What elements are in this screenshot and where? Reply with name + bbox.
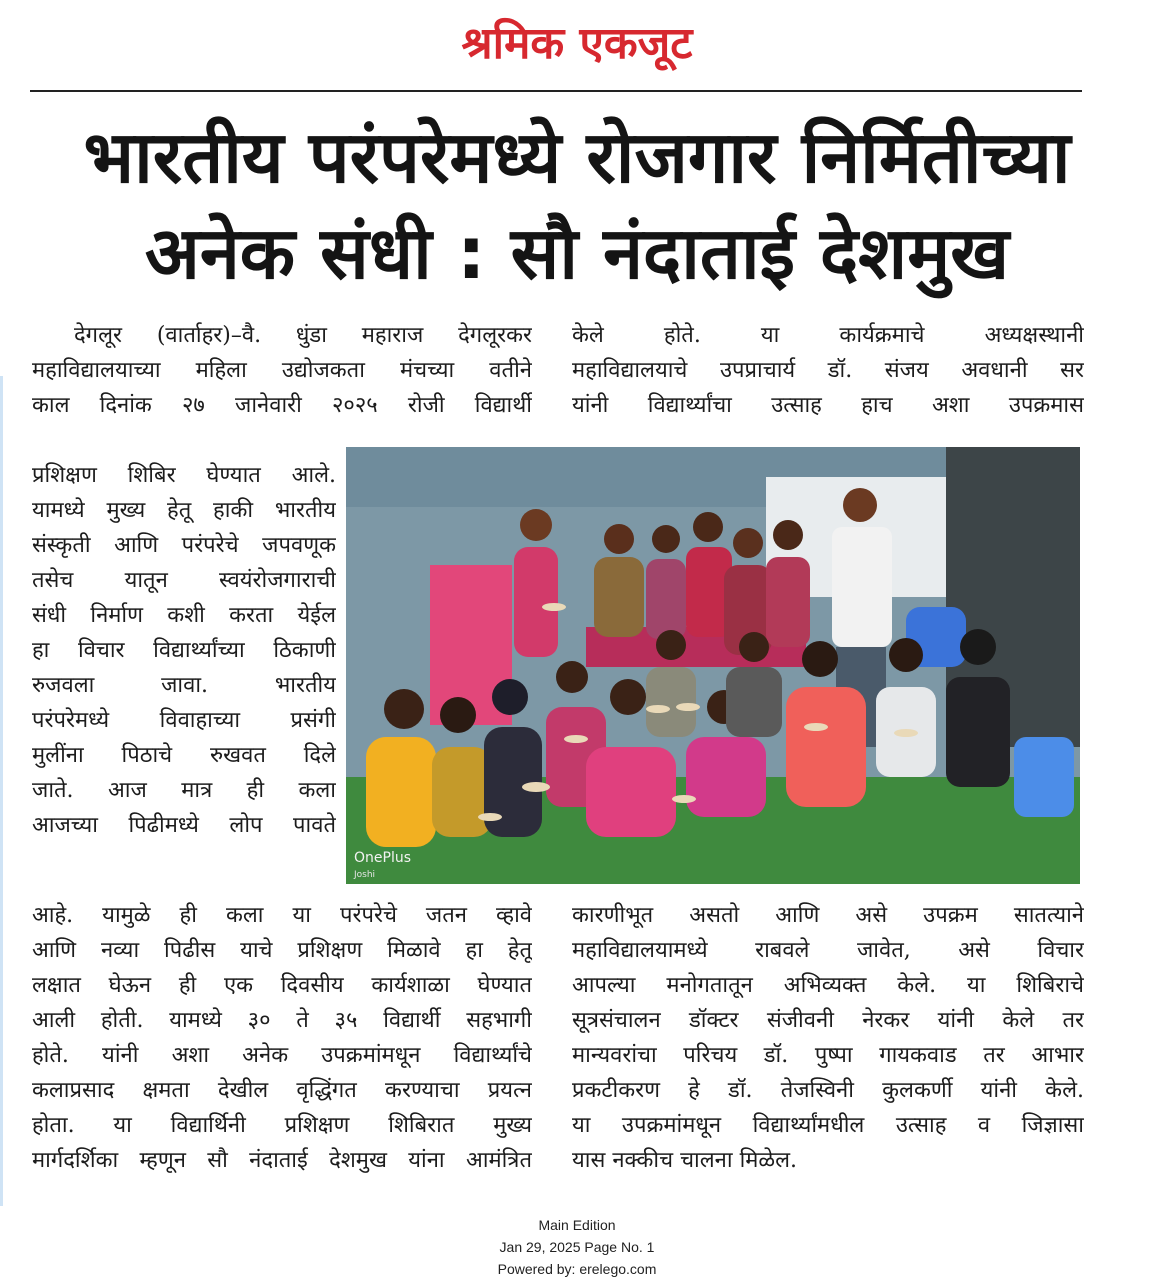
article-line: आहे. यामुळे ही कला या परंपरेचे जतन व्हावे bbox=[32, 903, 532, 928]
article-line: कारणीभूत असतो आणि असे उपक्रम सातत्याने bbox=[572, 903, 1084, 928]
article-line: यांनी विद्यार्थ्यांचा उत्साह हाच अशा उपक्रमास bbox=[572, 393, 1084, 418]
article-column-right-bottom bbox=[572, 898, 1084, 1178]
article-line: प्रशिक्षण शिबिर घेण्यात आले. bbox=[32, 463, 336, 488]
article-line: सूत्रसंचालन डॉक्टर संजीवनी नेरकर यांनी केले तर bbox=[572, 1008, 1084, 1033]
article-line: मान्यवरांचा परिचय डॉ. पुष्पा गायकवाड तर आभार bbox=[572, 1043, 1084, 1068]
page-edge-bar bbox=[0, 376, 3, 1206]
article-line: यामध्ये मुख्य हेतू हाकी भारतीय bbox=[32, 498, 336, 523]
article-line: कलाप्रसाद क्षमता देखील वृद्धिंगत करण्याचा प्रयत्न bbox=[32, 1078, 532, 1103]
article-line: जाते. आज मात्र ही कला bbox=[32, 778, 336, 803]
article-line: होते. यांनी अशा अनेक उपक्रमांमधून विद्यार्थ्यांचे bbox=[32, 1043, 532, 1068]
headline-line-1: भारतीय परंपरेमध्ये रोजगार निर्मितीच्या bbox=[83, 115, 1071, 199]
article-line: संधी निर्माण कशी करता येईल bbox=[32, 603, 336, 628]
article-line: आणि नव्या पिढीस याचे प्रशिक्षण मिळावे हा हेतू bbox=[32, 938, 532, 963]
article-line: मुलींना पिठाचे रुखवत दिले bbox=[32, 743, 336, 768]
article-line: महाविद्यालयाच्या महिला उद्योजकता मंचच्या वतीने bbox=[32, 358, 532, 383]
masthead-rule bbox=[30, 90, 1082, 92]
article-line: लक्षात घेऊन ही एक दिवसीय कार्यशाळा घेण्यात bbox=[32, 973, 532, 998]
article-column-left-bottom bbox=[32, 898, 532, 1178]
article-line: आली होती. यामध्ये ३० ते ३५ विद्यार्थी सहभागी bbox=[32, 1008, 532, 1033]
footer-edition: Main Edition bbox=[538, 1217, 616, 1233]
article-line: मार्गदर्शिका म्हणून सौ नंदाताई देशमुख यांना आमंत्रित bbox=[32, 1148, 532, 1173]
article-line: देगलूर (वार्ताहर)–वै. धुंडा महाराज देगलूरकर bbox=[74, 323, 532, 348]
article-line: संस्कृती आणि परंपरेचे जपवणूक bbox=[32, 533, 336, 558]
article-line: परंपरेमध्ये विवाहाच्या प्रसंगी bbox=[32, 708, 336, 733]
article-line: प्रकटीकरण हे डॉ. तेजस्विनी कुलकर्णी यांनी केले. bbox=[572, 1078, 1084, 1103]
article-column-left-top bbox=[32, 318, 532, 423]
article-line: काल दिनांक २७ जानेवारी २०२५ रोजी विद्यार्थी bbox=[32, 393, 532, 418]
camera-watermark: OnePlus bbox=[354, 850, 412, 866]
masthead-title: श्रमिक एकजूट bbox=[461, 18, 693, 69]
article-line: होता. या विद्यार्थिनी प्रशिक्षण शिबिरात मुख्य bbox=[32, 1113, 532, 1138]
article-line: रुजवला जावा. भारतीय bbox=[32, 673, 336, 698]
footer-powered-by[interactable]: Powered by: erelego.com bbox=[497, 1261, 657, 1277]
article-line: केले होते. या कार्यक्रमाचे अध्यक्षस्थानी bbox=[572, 323, 1084, 348]
footer-date-page: Jan 29, 2025 Page No. 1 bbox=[499, 1239, 655, 1255]
article-line: महाविद्यालयाचे उपप्राचार्य डॉ. संजय अवधानी सर bbox=[572, 358, 1084, 383]
article-line: आजच्या पिढीमध्ये लोप पावते bbox=[32, 813, 336, 838]
group-photo-illustration bbox=[346, 447, 1080, 884]
camera-watermark-sub: Joshi bbox=[354, 870, 376, 880]
article-line: आपल्या मनोगतातून अभिव्यक्त केले. या शिबिराचे bbox=[572, 973, 1084, 998]
article-line: या उपक्रमांमधून विद्यार्थ्यांमधील उत्साह व जिज्ञासा bbox=[572, 1113, 1084, 1138]
article-column-left-middle bbox=[32, 458, 336, 843]
news-photo bbox=[346, 447, 1080, 884]
article-line: हा विचार विद्यार्थ्यांच्या ठिकाणी bbox=[32, 638, 336, 663]
article-column-right-top bbox=[572, 318, 1084, 423]
headline-line-2: अनेक संधी : सौ नंदाताई देशमुख bbox=[144, 211, 1010, 295]
article-line: महाविद्यालयामध्ये राबवले जावेत, असे विचार bbox=[572, 938, 1084, 963]
article-line: तसेच यातून स्वयंरोजगाराची bbox=[32, 568, 336, 593]
article-line: यास नक्कीच चालना मिळेल. bbox=[572, 1148, 798, 1173]
